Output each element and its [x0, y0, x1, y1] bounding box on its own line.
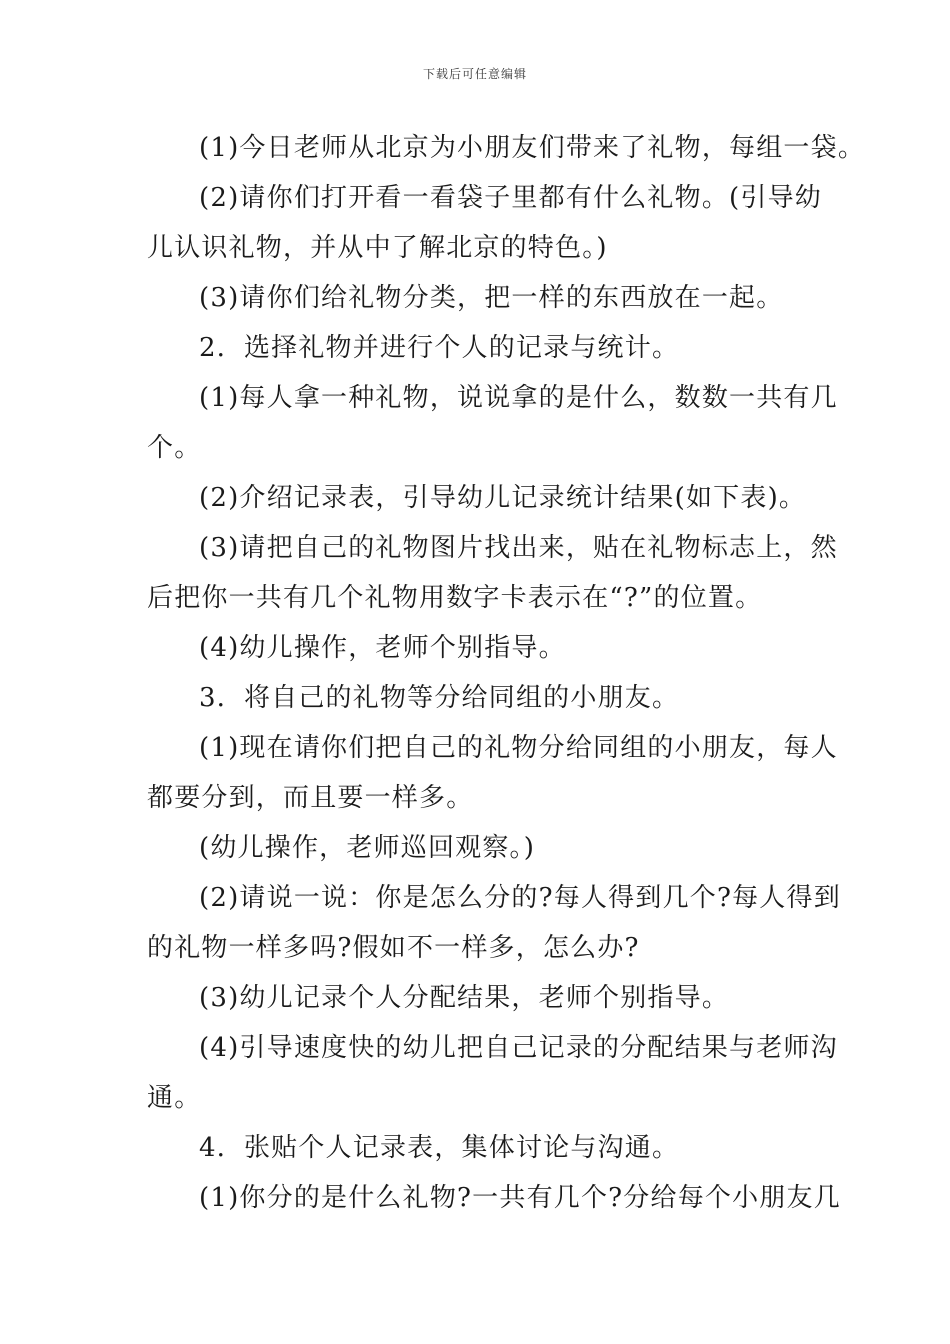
- text-line: 儿认识礼物，并从中了解北京的特色。): [147, 233, 608, 263]
- text-line: (1)每人拿一种礼物，说说拿的是什么，数数一共有几: [199, 383, 838, 413]
- section-heading: 2．选择礼物并进行个人的记录与统计。: [199, 333, 680, 363]
- text-line: (幼儿操作，老师巡回观察。): [199, 833, 536, 863]
- text-line: 通。: [147, 1083, 202, 1113]
- text-line: (1)今日老师从北京为小朋友们带来了礼物，每组一袋。: [199, 133, 866, 163]
- text-line: (3)请你们给礼物分类，把一样的东西放在一起。: [199, 283, 784, 313]
- text-line: 的礼物一样多吗?假如不一样多，怎么办?: [147, 933, 640, 963]
- text-line: (3)幼儿记录个人分配结果，老师个别指导。: [199, 983, 730, 1013]
- section-heading: 3．将自己的礼物等分给同组的小朋友。: [199, 683, 680, 713]
- text-line: (1)现在请你们把自己的礼物分给同组的小朋友，每人: [199, 733, 838, 763]
- section-heading: 4．张贴个人记录表，集体讨论与沟通。: [199, 1133, 680, 1163]
- text-line: 个。: [147, 433, 202, 463]
- text-line: (2)请说一说：你是怎么分的?每人得到几个?每人得到: [199, 883, 841, 913]
- text-line: (2)请你们打开看一看袋子里都有什么礼物。(引导幼: [199, 183, 822, 213]
- page-header: 下载后可任意编辑: [422, 67, 527, 81]
- text-line: (2)介绍记录表，引导幼儿记录统计结果(如下表)。: [199, 483, 807, 513]
- text-line: (4)引导速度快的幼儿把自己记录的分配结果与老师沟: [199, 1033, 838, 1063]
- text-line: (3)请把自己的礼物图片找出来，贴在礼物标志上，然: [199, 533, 838, 563]
- text-line: (4)幼儿操作，老师个别指导。: [199, 633, 566, 663]
- text-line: 后把你一共有几个礼物用数字卡表示在“?”的位置。: [147, 583, 763, 613]
- document-body: [147, 123, 866, 1223]
- text-line: 都要分到，而且要一样多。: [147, 783, 474, 813]
- text-line: (1)你分的是什么礼物?一共有几个?分给每个小朋友几: [199, 1183, 841, 1213]
